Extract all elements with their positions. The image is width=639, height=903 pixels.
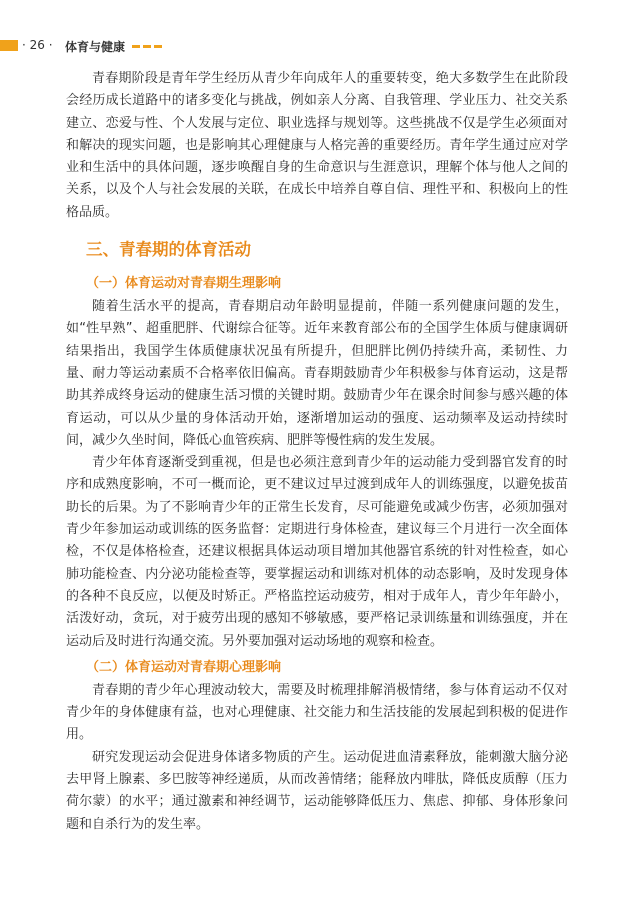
intro-paragraph: 青春期阶段是青年学生经历从青少年向成年人的重要转变，绝大多数学生在此阶段会经历成长道路中的诸多变化与挑战，例如亲人分离、自我管理、学业压力、社交关系建立、恋爱与性、个人发展与定位、职业选择与规划等。这些挑战不仅是学生必须面对和解决的现实问题，也是影响其心理健康与人格完善的重要经历。青年学生通过应对学业和生活中的具体问题，逐步唤醒自身的生命意识与生涯意识，理解个体与他人之间的关系，以及个人与社会发展的关联，在成长中培养自尊自信、理性平和、积极向上的性格品质。 bbox=[66, 71, 568, 220]
subsection-heading-psychological: （二）体育运动对青春期心理影响 bbox=[86, 659, 282, 675]
paragraph: 青少年体育逐渐受到重视，但是也必须注意到青少年的运动能力受到器官发育的时序和成熟度影响，不可一概而论，更不建议过早过渡到成年人的训练强度，以避免拔苗助长的后果。为了不影响青少年的正常生长发育，尽可能避免或减少伤害，必须加强对青少年参加运动或训练的医务监督：定期进行身体检查，建议每三个月进行一次全面体检，不仅是体格检查，还建议根据具体运动项目增加其他器官系统的针对性检查，如心肺功能检查、内分泌功能检查等，要掌握运动和训练对机体的动态影响，及时发现身体的各种不良反应，以便及时矫正。严格监控运动疲劳，相对于成年人，青少年年龄小，活泼好动，贪玩，对于疲劳出现的感知不够敏感，要严格记录训练量和训练强度，并在运动后及时进行沟通交流。另外要加强对运动场地的观察和检查。 bbox=[66, 455, 568, 649]
header-accent-bar bbox=[0, 40, 18, 51]
subsection-heading-physiological: （一）体育运动对青春期生理影响 bbox=[86, 276, 282, 292]
section-heading: 三、青春期的体育活动 bbox=[86, 240, 251, 260]
page-header bbox=[0, 36, 639, 56]
paragraph: 青春期的青少年心理波动较大，需要及时梳理排解消极情绪，参与体育运动不仅对青少年的身体健康有益，也对心理健康、社交能力和生活技能的发展起到积极的促进作用。 bbox=[66, 682, 568, 743]
paragraph: 随着生活水平的提高，青春期启动年龄明显提前，伴随一系列健康问题的发生，如“性早熟”、超重肥胖、代谢综合征等。近年来教育部公布的全国学生体质与健康调研结果指出，我国学生体质健康状况虽有所提升，但肥胖比例仍持续升高，柔韧性、力量、耐力等运动素质不合格率依旧偏高。青春期鼓励青少年积极参与体育运动，这是帮助其养成终身运动的健康生活习惯的关键时期。鼓励青少年在课余时间参与感兴趣的体育运动，可以从少量的身体活动开始，逐渐增加运动的强度、运动频率及运动持续时间，减少久坐时间，降低心血管疾病、肥胖等慢性病的发生发展。 bbox=[66, 299, 568, 448]
page-number: · 26 · bbox=[22, 38, 53, 52]
page-content bbox=[66, 68, 568, 836]
paragraph: 研究发现运动会促进身体诸多物质的产生。运动促进血清素释放，能刺激大脑分泌去甲肾上腺素、多巴胺等神经递质，从而改善情绪；能释放内啡肽，降低皮质醇（压力荷尔蒙）的水平；通过激素和神经调节，运动能够降低压力、焦虑、抑郁、身体形象问题和自杀行为的发生率。 bbox=[66, 749, 568, 832]
running-title: 体育与健康 bbox=[65, 40, 126, 54]
header-dashes-decoration bbox=[132, 45, 162, 48]
